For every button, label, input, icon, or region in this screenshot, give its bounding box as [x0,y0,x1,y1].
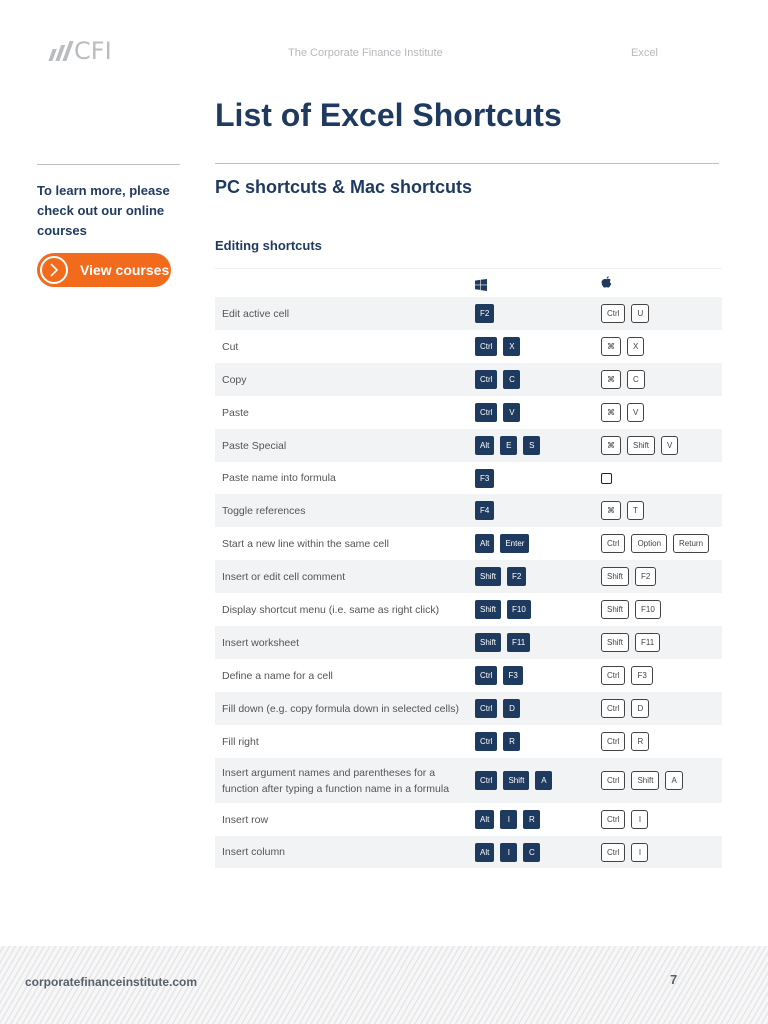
logo-bars-icon [48,41,73,61]
section-heading: Editing shortcuts [215,238,322,253]
mac-key: Ctrl [601,304,625,323]
pc-keys [475,567,526,586]
mac-key: U [631,304,649,323]
mac-key: ⌘ [601,436,621,455]
pc-keys [475,666,523,685]
mac-key: ⌘ [601,501,621,520]
mac-keys [601,600,661,619]
mac-key: Ctrl [601,699,625,718]
mac-keys [601,473,612,484]
table-header [215,268,722,297]
shortcut-description: Define a name for a cell [222,669,333,682]
mac-key: R [631,732,649,751]
mac-key: Ctrl [601,534,625,553]
table-row [215,725,722,758]
table-row [215,758,722,803]
pc-keys [475,304,494,323]
mac-key: Return [673,534,709,553]
pc-key: Alt [475,436,494,455]
pc-key: D [503,699,520,718]
apple-icon [601,276,612,294]
mac-key: Shift [601,600,629,619]
shortcut-description: Insert row [222,813,269,826]
pc-key: Ctrl [475,337,497,356]
mac-keys [601,436,678,455]
shortcut-description: Insert worksheet [222,636,300,649]
main-divider [215,163,719,164]
mac-key: C [627,370,645,389]
mac-keys [601,699,649,718]
mac-key: I [631,843,648,862]
mac-key: A [665,771,682,790]
mac-keys [601,633,660,652]
mac-key: Shift [627,436,655,455]
shortcut-description: Insert or edit cell comment [222,570,346,583]
pc-key: C [503,370,520,389]
shortcut-description: Paste [222,406,249,419]
pc-key: Ctrl [475,771,497,790]
shortcut-description: Display shortcut menu (i.e. same as right click) [222,603,440,616]
pc-key: I [500,810,517,829]
pc-key: Alt [475,810,494,829]
pc-keys [475,699,520,718]
mac-key: Shift [631,771,659,790]
pc-key: F11 [507,633,530,652]
pc-key: Enter [500,534,529,553]
pc-keys [475,732,520,751]
pc-key: C [523,843,540,862]
table-row [215,692,722,725]
pc-key: F3 [503,666,522,685]
shortcut-description: Copy [222,373,247,386]
pc-keys [475,370,520,389]
mac-keys [601,534,709,553]
shortcut-description: Start a new line within the same cell [222,537,389,550]
chevron-right-icon [40,256,68,284]
mac-keys [601,843,648,862]
page-title: List of Excel Shortcuts [215,97,562,133]
mac-keys [601,567,656,586]
table-row [215,560,722,593]
table-row [215,330,722,363]
table-row [215,462,722,494]
header-right-text: Excel [631,47,658,59]
table-row [215,659,722,692]
pc-keys [475,633,530,652]
pc-key: X [503,337,520,356]
table-row [215,429,722,462]
pc-keys [475,843,540,862]
shortcut-description: Insert column [222,846,286,858]
sidebar-divider [37,164,180,165]
pc-key: F4 [475,501,494,520]
mac-key: T [627,501,644,520]
mac-keys [601,304,649,323]
mac-key: ⌘ [601,337,621,356]
pc-key: Alt [475,534,494,553]
mac-key: F11 [635,633,660,652]
pc-key: Ctrl [475,370,497,389]
pc-key: R [503,732,520,751]
table-row [215,626,722,659]
pc-keys [475,436,540,455]
pc-key: F10 [507,600,531,619]
mac-key: I [631,810,648,829]
pc-key: Shift [475,633,501,652]
mac-keys [601,666,653,685]
pc-key: Ctrl [475,699,497,718]
shortcut-description: Paste name into formula [222,472,336,484]
shortcut-description: Cut [222,340,239,353]
table-row [215,803,722,836]
mac-key: Ctrl [601,666,625,685]
mac-keys [601,732,649,751]
windows-icon [475,278,487,296]
table-row [215,494,722,527]
table-row [215,396,722,429]
mac-keys [601,771,683,790]
pc-key: Ctrl [475,666,497,685]
table-row [215,593,722,626]
pc-key: Ctrl [475,732,497,751]
pc-key: Shift [503,771,529,790]
pc-key: F3 [475,469,494,488]
mac-keys [601,501,644,520]
pc-key: V [503,403,520,422]
mac-key: Ctrl [601,810,625,829]
table-row [215,297,722,330]
pc-key: Shift [475,600,501,619]
pc-keys [475,600,531,619]
table-row [215,836,722,868]
table-body [215,297,722,868]
pc-keys [475,501,494,520]
mac-key: V [661,436,678,455]
shortcut-description: Fill right [222,735,259,748]
pc-keys [475,403,520,422]
mac-key: F10 [635,600,661,619]
page-number: 7 [670,972,678,987]
shortcut-description: Edit active cell [222,307,290,320]
pc-key: S [523,436,540,455]
mac-keys [601,810,648,829]
mac-key: Ctrl [601,732,625,751]
shortcut-description: Fill down (e.g. copy formula down in selected cells) [222,702,459,715]
mac-key: Ctrl [601,843,625,862]
shortcuts-table [215,268,722,868]
pc-key: A [535,771,552,790]
logo-text: CFI [74,37,112,65]
mac-keys [601,337,644,356]
pc-keys [475,534,529,553]
pc-key: F2 [507,567,526,586]
table-row [215,363,722,396]
mac-key: F3 [631,666,652,685]
view-courses-label: View courses [80,262,170,278]
empty-key-box-icon [601,473,612,484]
pc-keys [475,337,520,356]
sidebar-text: To learn more, please check out our online courses [37,183,170,238]
shortcut-description: Paste Special [222,439,287,452]
mac-key: V [627,403,644,422]
footer-url[interactable]: corporatefinanceinstitute.com [25,975,198,989]
pc-key: Ctrl [475,403,497,422]
pc-key: R [523,810,540,829]
section-subtitle: PC shortcuts & Mac shortcuts [215,177,473,197]
pc-key: Alt [475,843,494,862]
cfi-logo [52,38,112,64]
pc-keys [475,810,540,829]
mac-key: ⌘ [601,403,621,422]
pc-keys [475,469,494,488]
mac-key: D [631,699,649,718]
pc-key: E [500,436,517,455]
view-courses-button[interactable] [37,253,171,287]
mac-key: F2 [635,567,656,586]
mac-key: ⌘ [601,370,621,389]
table-row [215,527,722,560]
mac-key: Option [631,534,667,553]
pc-key: F2 [475,304,494,323]
mac-key: Shift [601,633,629,652]
shortcut-description: Toggle references [222,504,306,517]
mac-key: X [627,337,644,356]
mac-key: Shift [601,567,629,586]
pc-key: I [500,843,517,862]
mac-keys [601,403,644,422]
pc-keys [475,771,552,790]
shortcut-description: Insert argument names and parentheses for a function after typing a function name in a formula [222,766,450,795]
pc-key: Shift [475,567,501,586]
mac-keys [601,370,645,389]
header-center-text: The Corporate Finance Institute [288,47,443,59]
mac-key: Ctrl [601,771,625,790]
